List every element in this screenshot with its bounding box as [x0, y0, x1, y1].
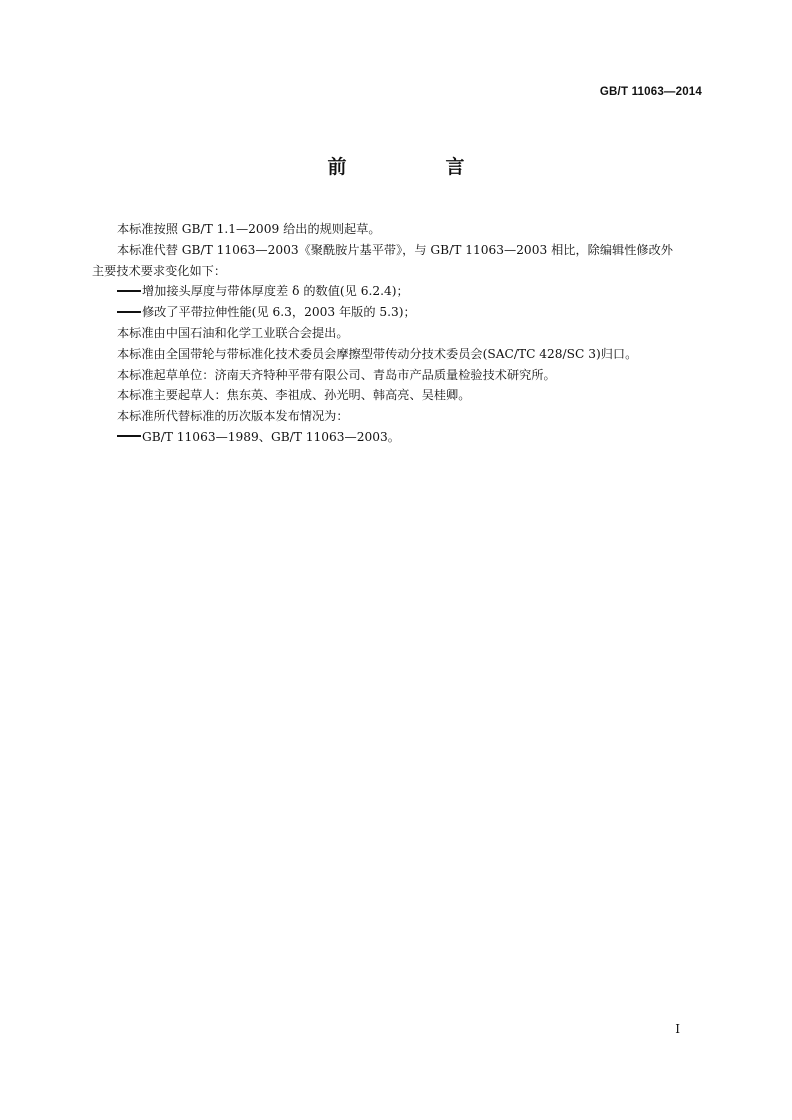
paragraph-drafters: 本标准主要起草人：焦东英、李祖成、孙光明、韩高亮、吴桂卿。: [117, 388, 471, 403]
paragraph-drafting-rules: 本标准按照 GB/T 1.1—2009 给出的规则起草。: [117, 222, 381, 236]
history-item-text: GB/T 11063—1989、GB/T 11063—2003。: [142, 429, 400, 444]
page-title: 前 言: [327, 156, 505, 178]
page-number: I: [675, 1022, 680, 1036]
em-dash-icon: [117, 435, 141, 437]
paragraph-proposed-by: 本标准由中国石油和化学工业联合会提出。: [117, 325, 349, 340]
em-dash-icon: [117, 311, 141, 313]
paragraph-replaces-continued: 主要技术要求变化如下：: [92, 263, 227, 278]
paragraph-drafting-units: 本标准起草单位：济南天齐特种平带有限公司、青岛市产品质量检验技术研究所。: [117, 367, 556, 382]
paragraph-replaces: 本标准代替 GB/T 11063—2003《聚酰胺片基平带》，与 GB/T 11063—2003 相比，除编辑性修改外: [117, 242, 673, 257]
change-item-2: [92, 302, 704, 323]
change-item-2-text: 修改了平带拉伸性能(见 6.3，2003 年版的 5.3)；: [142, 305, 416, 320]
paragraph-administered-by: 本标准由全国带轮与带标准化技术委员会摩擦型带传动分技术委员会(SAC/TC 428/SC 3)归口。: [117, 346, 638, 361]
change-item-1-text: 增加接头厚度与带体厚度差 δ 的数值(见 6.2.4)；: [142, 284, 409, 299]
change-item-1: [92, 281, 704, 302]
standard-code: GB/T 11063—2014: [599, 86, 702, 98]
document-body: [92, 219, 704, 448]
em-dash-icon: [117, 290, 141, 292]
history-item: [92, 427, 704, 448]
paragraph-history-intro: 本标准所代替标准的历次版本发布情况为：: [117, 409, 349, 424]
